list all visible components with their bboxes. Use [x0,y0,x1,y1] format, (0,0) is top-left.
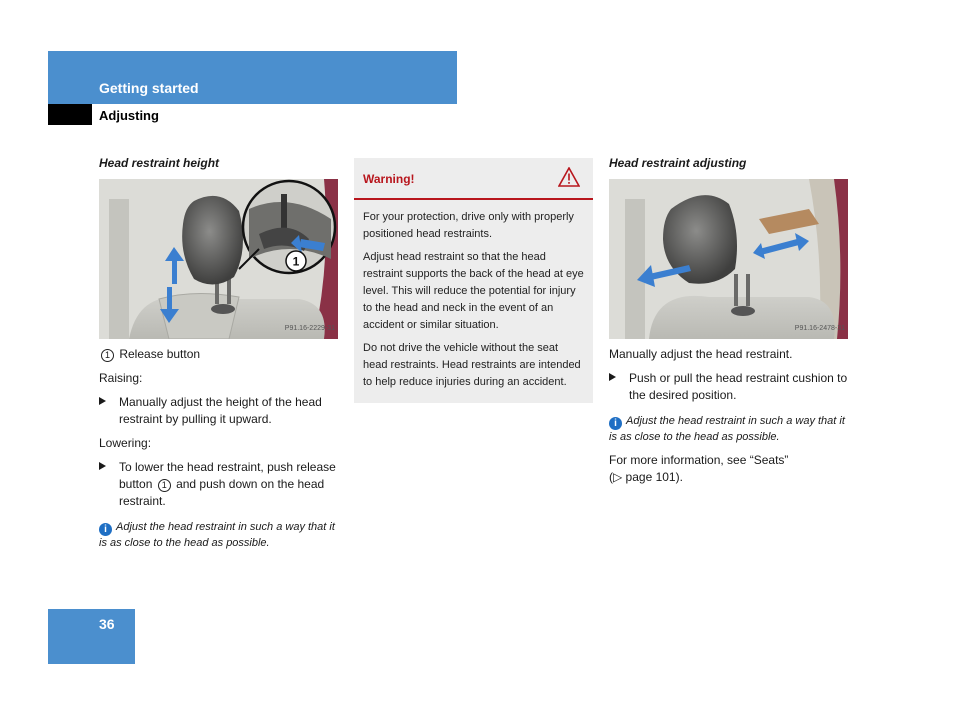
subsection-title: Adjusting [99,108,159,123]
right-column [609,155,849,486]
head-restraint-height-figure [99,179,338,339]
left-column [99,155,339,551]
callout-1-icon [286,251,306,271]
legend-line [99,346,339,363]
lowering-step [99,459,339,510]
raising-step-text: Manually adjust the height of the head restraint by pulling it upward. [119,395,322,426]
header-band [48,51,457,104]
figure-code: P91.16-2478-31 [794,325,845,332]
legend-number-icon: 1 [101,349,114,362]
warning-box [354,158,593,403]
warning-triangle-icon [558,167,580,187]
bullet-arrow-icon [609,373,616,381]
legend-text: Release button [119,347,201,361]
right-heading: Head restraint adjusting [609,156,747,170]
warning-body [354,200,593,391]
lowering-step-text-a: To lower the head restraint, push release button [119,460,336,491]
head-restraint-adjusting-illustration [609,179,848,339]
warning-paragraph-1: For your protection, drive only with properly positioned head restraints. [363,211,574,240]
page-number-band [48,609,135,664]
head-restraint-height-illustration [99,179,338,339]
more-info [609,452,849,486]
bullet-arrow-icon [99,462,106,470]
more-info-text: For more information, see “Seats” [609,453,789,467]
right-note [609,414,849,445]
page-reference-link[interactable]: (▷ page 101). [609,470,683,484]
page-number: 36 [99,616,115,632]
left-note [99,520,339,551]
head-restraint-adjusting-figure [609,179,848,339]
lowering-label: Lowering: [99,436,152,450]
callout-number: 1 [292,254,300,269]
warning-paragraph-3: Do not drive the vehicle without the seat head restraints. Head restraints are intended to help reduce injuries during an accident. [363,342,581,388]
bullet-arrow-icon [99,397,106,405]
release-button-number-icon: 1 [158,479,171,492]
lowering-step-text-b: and push down on the head restraint. [119,477,325,508]
warning-header [354,158,593,200]
section-tab-marker [48,104,92,125]
right-intro: Manually adjust the head restraint. [609,347,793,361]
info-icon: i [99,523,112,536]
raising-step [99,394,339,428]
right-note-text: Adjust the head restraint in such a way that it is as close to the head as possible. [609,415,845,443]
right-step [609,370,849,404]
raising-label: Raising: [99,371,143,385]
left-heading: Head restraint height [99,156,220,170]
info-icon: i [609,417,622,430]
left-note-text: Adjust the head restraint in such a way that it is as close to the head as possible. [99,521,335,549]
right-step-text: Push or pull the head restraint cushion to the desired position. [629,371,848,402]
warning-paragraph-2: Adjust head restraint so that the head restraint supports the back of the head at eye level. This will reduce the potential for injury to the head and neck in the event of an accident or similar situation. [363,251,584,331]
section-title: Getting started [99,80,199,96]
figure-code: P91.16-2229-31 [284,325,335,332]
warning-title: Warning! [363,172,415,186]
